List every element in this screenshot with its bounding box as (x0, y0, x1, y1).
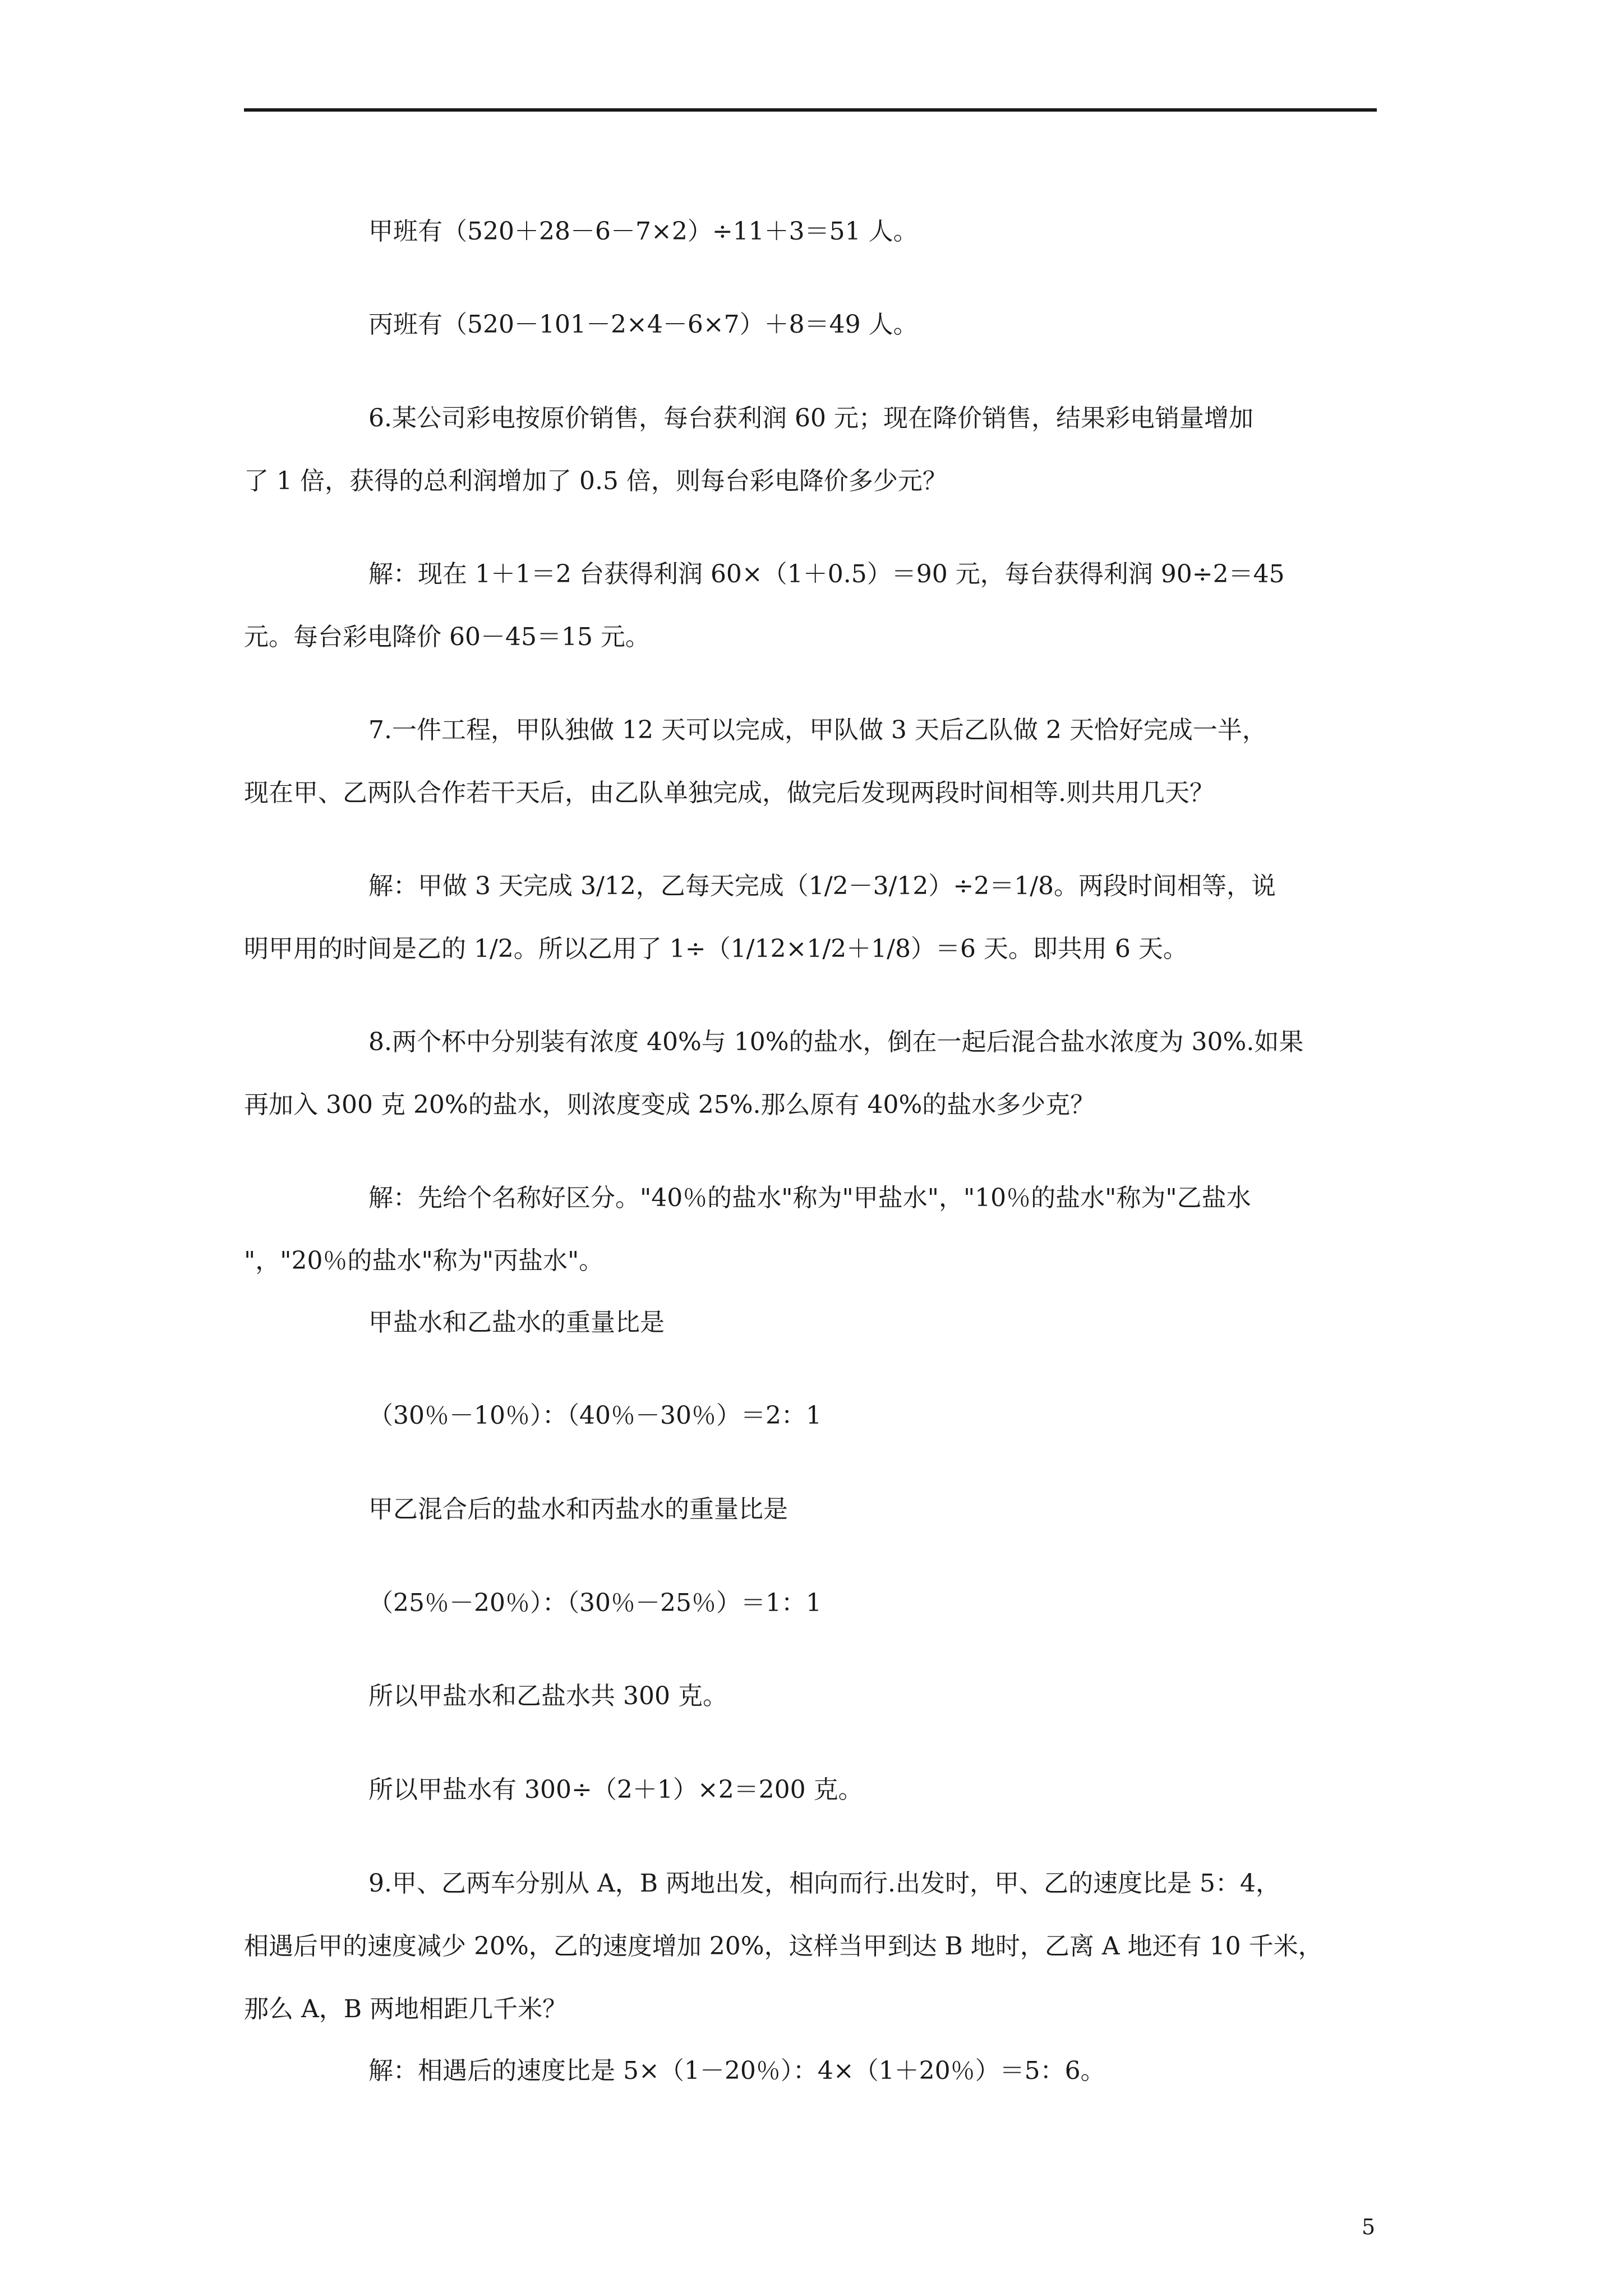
text-line: 解：先给个名称好区分。"40％的盐水"称为"甲盐水"，"10％的盐水"称为"乙盐水 (368, 1184, 1251, 1212)
text-line: 元。每台彩电降价 60－45＝15 元。 (244, 623, 650, 651)
question-9 (244, 1852, 1377, 2041)
text-line: 了 1 倍，获得的总利润增加了 0.5 倍，则每台彩电降价多少元？ (244, 467, 947, 495)
text-line: 甲乙混合后的盐水和丙盐水的重量比是 (368, 1495, 788, 1524)
text-line: 那么 A，B 两地相距几千米？ (244, 1995, 568, 2023)
paragraph (244, 1478, 1377, 1541)
text-line: 所以甲盐水有 300÷（2＋1）×2＝200 克。 (368, 1775, 863, 1804)
question-6 (244, 387, 1377, 513)
paragraph (244, 1665, 1377, 1728)
formula-line (244, 1572, 1377, 1635)
page-number: 5 (1362, 2215, 1376, 2239)
text-line: 6.某公司彩电按原价销售，每台获利润 60 元；现在降价销售，结果彩电销量增加 (368, 404, 1253, 432)
text-line: 所以甲盐水和乙盐水共 300 克。 (368, 1682, 727, 1710)
question-8 (244, 1011, 1377, 1137)
paragraph (244, 200, 1377, 263)
answer-9 (244, 2040, 1377, 2102)
text-line: （30％－10％）：（40％－30％）＝2：1 (368, 1401, 822, 1430)
question-7 (244, 699, 1377, 825)
formula-line (244, 1384, 1377, 1447)
header-rule (244, 108, 1377, 112)
text-line: （25％－20％）：（30％－25％）＝1：1 (368, 1589, 822, 1617)
text-line: 相遇后甲的速度减少 20%，乙的速度增加 20%，这样当甲到达 B 地时，乙离 A 地还有 10 千米， (244, 1932, 1323, 1961)
text-line: 再加入 300 克 20%的盐水，则浓度变成 25%.那么原有 40%的盐水多少克？ (244, 1091, 1095, 1119)
text-line: 丙班有（520－101－2×4－6×7）＋8＝49 人。 (368, 310, 918, 339)
text-line: 7.一件工程，甲队独做 12 天可以完成，甲队做 3 天后乙队做 2 天恰好完成一半， (368, 716, 1267, 744)
answer-7 (244, 855, 1377, 981)
text-line: 9.甲、乙两车分别从 A，B 两地出发，相向而行.出发时，甲、乙的速度比是 5：4， (368, 1869, 1281, 1898)
text-line: 解：现在 1＋1＝2 台获得利润 60×（1＋0.5）＝90 元，每台获得利润 90÷2＝45 (368, 560, 1285, 588)
paragraph (244, 1291, 1377, 1354)
text-line: 明甲用的时间是乙的 1/2。所以乙用了 1÷（1/12×1/2＋1/8）＝6 天。即共用 6 天。 (244, 935, 1188, 963)
text-line: 解：相遇后的速度比是 5×（1－20％）：4×（1＋20％）＝5：6。 (368, 2056, 1105, 2085)
answer-6 (244, 543, 1377, 669)
text-line: 8.两个杯中分别装有浓度 40%与 10%的盐水，倒在一起后混合盐水浓度为 30%.如果 (368, 1028, 1304, 1056)
text-line: 甲盐水和乙盐水的重量比是 (368, 1308, 665, 1337)
text-line: 甲班有（520＋28－6－7×2）÷11＋3＝51 人。 (368, 217, 918, 246)
answer-8 (244, 1167, 1377, 1292)
text-line: 解：甲做 3 天完成 3/12，乙每天完成（1/2－3/12）÷2＝1/8。两段时间相等，说 (368, 872, 1276, 900)
paragraph (244, 1759, 1377, 1821)
paragraph (244, 293, 1377, 356)
text-line: "，"20％的盐水"称为"丙盐水"。 (244, 1246, 604, 1275)
text-line: 现在甲、乙两队合作若干天后，由乙队单独完成，做完后发现两段时间相等.则共用几天？ (244, 779, 1214, 807)
